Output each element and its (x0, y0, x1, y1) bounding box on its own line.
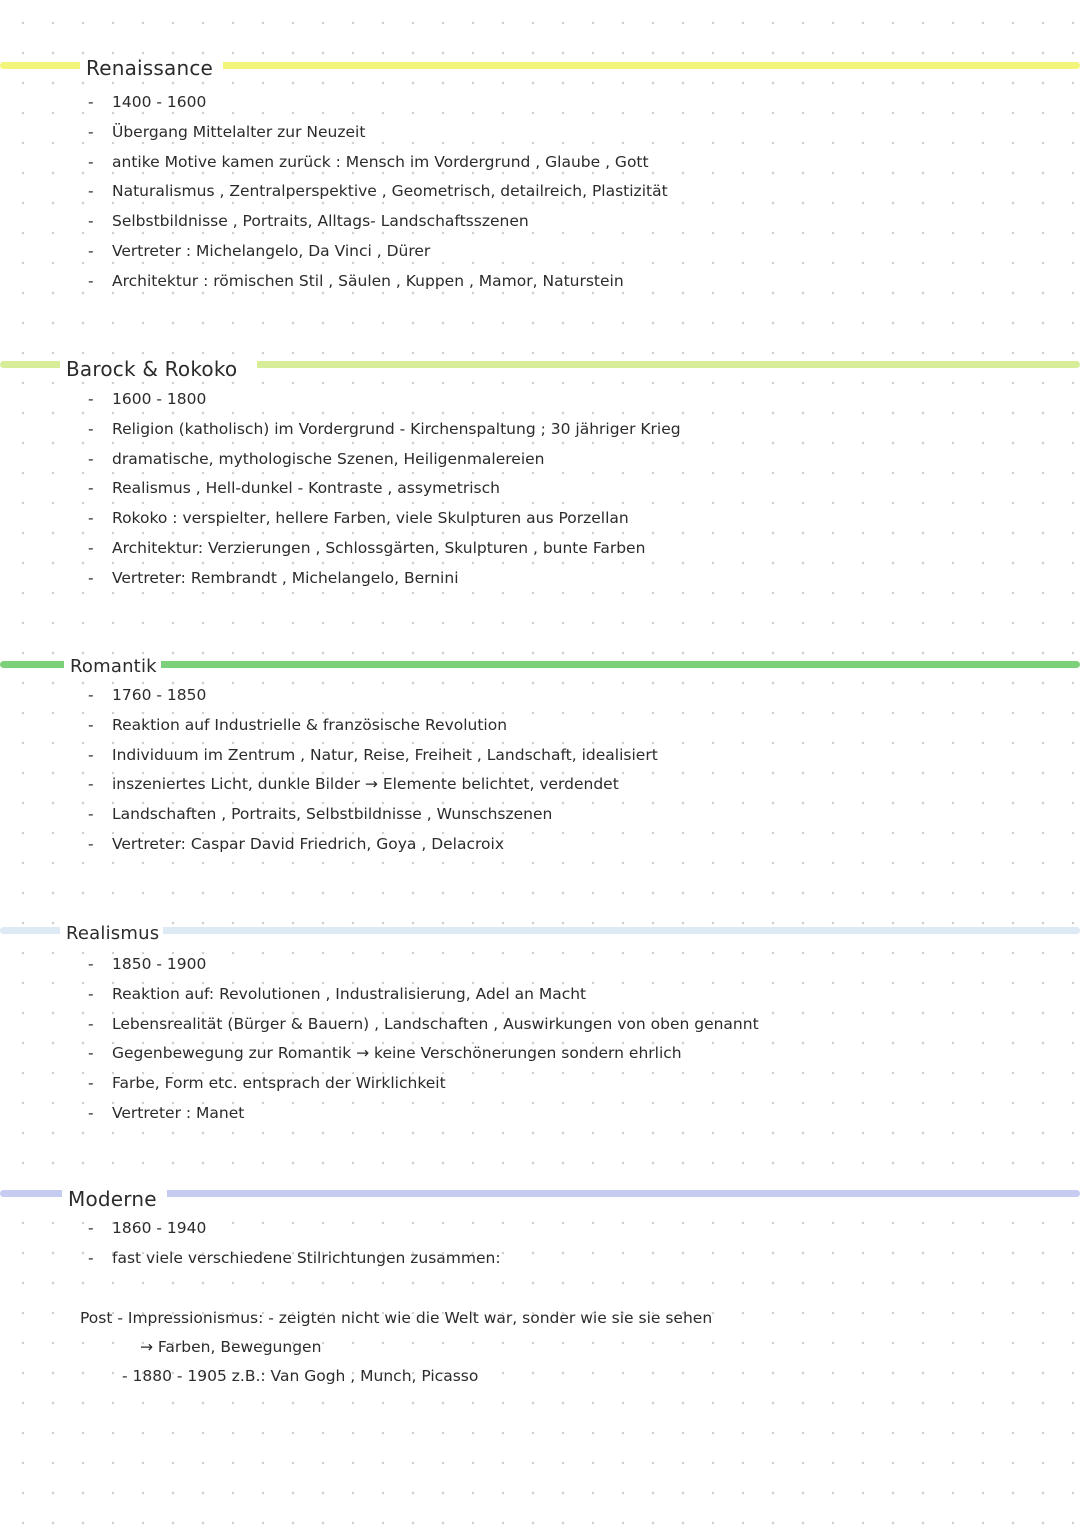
list-item: - Selbstbildnisse , Portraits, Alltags- Landschaftsszenen (88, 212, 529, 231)
item-text: Vertreter: Rembrandt , Michelangelo, Bernini (112, 568, 459, 587)
item-text: inszeniertes Licht, dunkle Bilder → Elemente belichtet, verdendet (112, 775, 619, 794)
item-text: Farbe, Form etc. entsprach der Wirklichkeit (112, 1074, 446, 1093)
item-text: Landschaften , Portraits, Selbstbildnisse , Wunschszenen (112, 805, 553, 824)
item-text: Übergang Mittelalter zur Neuzeit (112, 122, 366, 141)
item-text: 1600 - 1800 (112, 390, 207, 408)
section-list-romantik (88, 681, 658, 860)
item-text: Vertreter : Manet (112, 1103, 245, 1122)
list-item: - Religion (katholisch) im Vordergrund - Kirchenspaltung ; 30 jähriger Krieg (88, 419, 681, 438)
post-impressionismus-detail: → Farben, Bewegungen (140, 1338, 322, 1356)
item-text: 1850 - 1900 (112, 955, 207, 973)
section-renaissance (0, 56, 1080, 296)
post-impressionismus-block (80, 1304, 712, 1391)
list-item: - Architektur: Verzierungen , Schlossgärten, Skulpturen , bunte Farben (88, 538, 646, 557)
list-item: - Architektur : römischen Stil , Säulen , Kuppen , Mamor, Naturstein (88, 271, 624, 290)
post-impressionismus-line: Post - Impressionismus: - zeigten nicht wie die Welt war, sonder wie sie sie sehen (80, 1309, 713, 1327)
section-list-renaissance (88, 88, 668, 297)
section-heading-renaissance: Renaissance (80, 56, 223, 80)
list-item: - 1860 - 1940 (88, 1219, 207, 1237)
list-item: - Naturalismus , Zentralperspektive , Geometrisch, detailreich, Plastizität (88, 182, 668, 201)
list-item: - Vertreter: Rembrandt , Michelangelo, Bernini (88, 568, 459, 587)
list-item: - 1850 - 1900 (88, 955, 207, 973)
item-text: Gegenbewegung zur Romantik → keine Verschönerungen sondern ehrlich (112, 1044, 682, 1063)
item-text: Vertreter : Michelangelo, Da Vinci , Dürer (112, 241, 431, 260)
list-item: - Farbe, Form etc. entsprach der Wirklichkeit (88, 1074, 446, 1093)
item-text: dramatische, mythologische Szenen, Heiligenmalereien (112, 449, 545, 468)
item-text: 1400 - 1600 (112, 93, 207, 111)
section-realismus (0, 920, 1080, 1130)
item-text: Naturalismus , Zentralperspektive , Geometrisch, detailreich, Plastizität (112, 182, 668, 201)
section-bar-romantik (0, 661, 1080, 668)
item-text: Vertreter: Caspar David Friedrich, Goya , Delacroix (112, 834, 504, 853)
section-list-barock (88, 385, 681, 594)
list-item: - Individuum im Zentrum , Natur, Reise, Freiheit , Landschaft, idealisiert (88, 745, 658, 764)
item-text: Architektur : römischen Stil , Säulen , Kuppen , Mamor, Naturstein (112, 271, 624, 290)
list-item: - Rokoko : verspielter, hellere Farben, viele Skulpturen aus Porzellan (88, 509, 629, 528)
item-text: fast viele verschiedene Stilrichtungen zusammen: (112, 1248, 501, 1267)
item-text: 1760 - 1850 (112, 686, 207, 704)
list-item: - dramatische, mythologische Szenen, Heiligenmalereien (88, 449, 545, 468)
item-text: Architektur: Verzierungen , Schlossgärten, Skulpturen , bunte Farben (112, 538, 646, 557)
list-item: - Vertreter: Caspar David Friedrich, Goya , Delacroix (88, 834, 504, 853)
section-moderne (0, 1184, 1080, 1404)
list-item: - 1760 - 1850 (88, 686, 207, 704)
list-item: - fast viele verschiedene Stilrichtungen zusammen: (88, 1248, 501, 1267)
section-heading-barock: Barock & Rokoko (60, 357, 257, 381)
item-text: Rokoko : verspielter, hellere Farben, viele Skulpturen aus Porzellan (112, 509, 629, 528)
section-heading-romantik: Romantik (64, 655, 161, 679)
item-text: 1860 - 1940 (112, 1219, 207, 1237)
section-list-realismus (88, 950, 759, 1129)
section-heading-moderne: Moderne (62, 1187, 167, 1211)
list-item: - Landschaften , Portraits, Selbstbildnisse , Wunschszenen (88, 805, 553, 824)
item-text: Individuum im Zentrum , Natur, Reise, Freiheit , Landschaft, idealisiert (112, 745, 658, 764)
list-item: - 1600 - 1800 (88, 390, 207, 408)
item-text: Religion (katholisch) im Vordergrund - Kirchenspaltung ; 30 jähriger Krieg (112, 419, 681, 438)
item-text: Reaktion auf: Revolutionen , Industralisierung, Adel an Macht (112, 984, 587, 1003)
list-item: - Realismus , Hell-dunkel - Kontraste , assymetrisch (88, 479, 500, 498)
list-item: - Lebensrealität (Bürger & Bauern) , Landschaften , Auswirkungen von oben genannt (88, 1014, 759, 1033)
list-item: - Vertreter : Michelangelo, Da Vinci , Dürer (88, 241, 431, 260)
item-text: Lebensrealität (Bürger & Bauern) , Landschaften , Auswirkungen von oben genannt (112, 1014, 759, 1033)
list-item: - Gegenbewegung zur Romantik → keine Verschönerungen sondern ehrlich (88, 1044, 682, 1063)
list-item: - 1400 - 1600 (88, 93, 207, 111)
section-list-moderne (88, 1214, 501, 1274)
list-item: - inszeniertes Licht, dunkle Bilder → Elemente belichtet, verdendet (88, 775, 619, 794)
section-romantik (0, 653, 1080, 863)
section-barock-rokoko (0, 355, 1080, 595)
list-item: - antike Motive kamen zurück : Mensch im Vordergrund , Glaube , Gott (88, 152, 649, 171)
item-text: Realismus , Hell-dunkel - Kontraste , assymetrisch (112, 479, 500, 498)
section-heading-realismus: Realismus (60, 922, 163, 946)
item-text: antike Motive kamen zurück : Mensch im Vordergrund , Glaube , Gott (112, 152, 649, 171)
list-item: - Reaktion auf Industrielle & französische Revolution (88, 715, 508, 734)
item-text: Reaktion auf Industrielle & französische Revolution (112, 715, 508, 734)
list-item: - Vertreter : Manet (88, 1103, 245, 1122)
post-impressionismus-dates: - 1880 - 1905 z.B.: Van Gogh , Munch, Picasso (122, 1367, 479, 1385)
list-item: - Übergang Mittelalter zur Neuzeit (88, 122, 366, 141)
item-text: Selbstbildnisse , Portraits, Alltags- Landschaftsszenen (112, 212, 529, 231)
list-item: - Reaktion auf: Revolutionen , Industralisierung, Adel an Macht (88, 984, 587, 1003)
